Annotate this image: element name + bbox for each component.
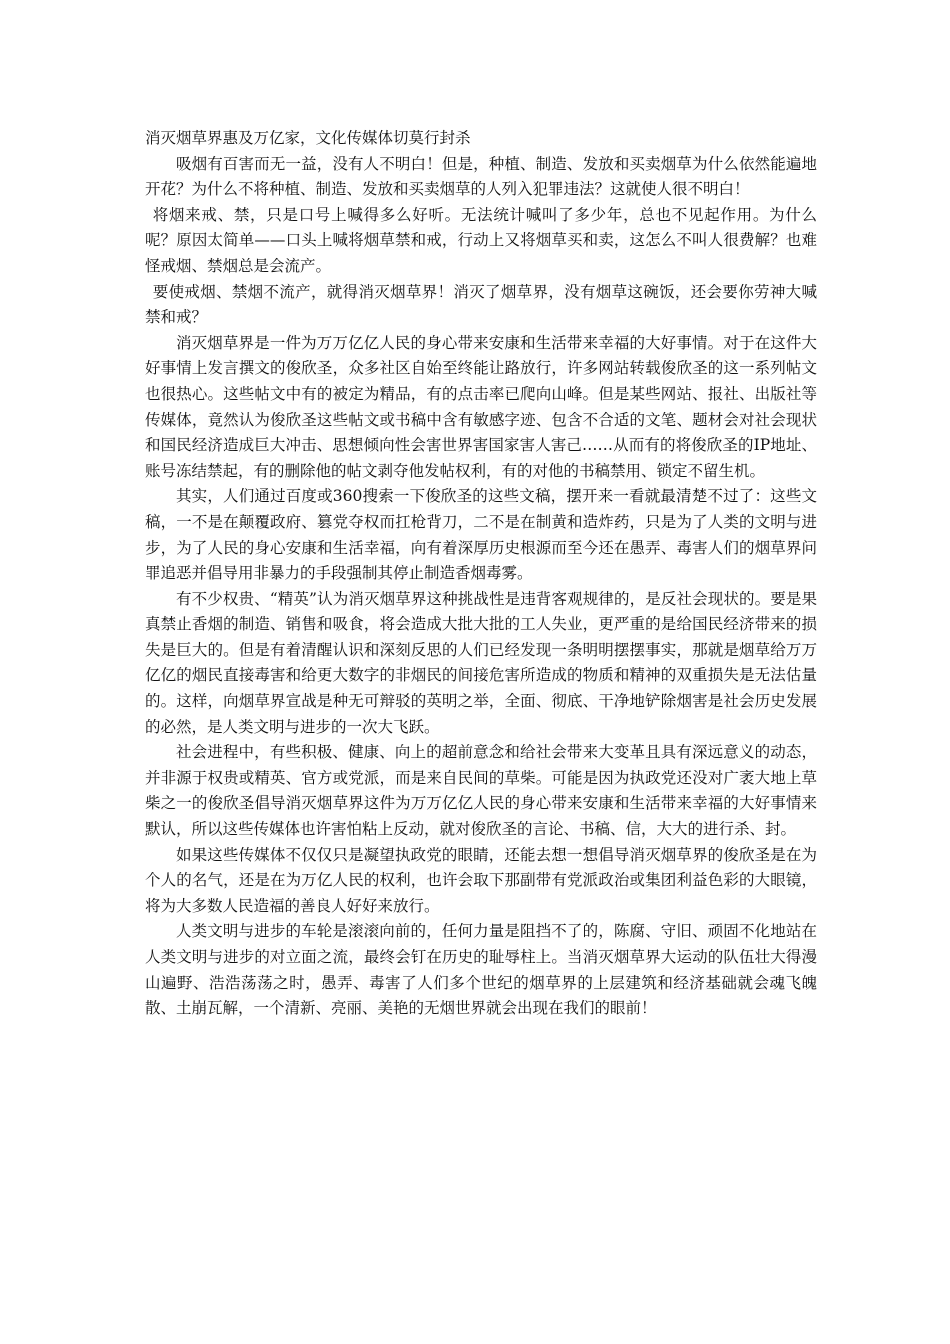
paragraph: 吸烟有百害而无一益，没有人不明白！但是，种植、制造、发放和买卖烟草为什么依然能遍地开花？为什么不将种植、制造、发放和买卖烟草的人列入犯罪违法？这就使人很不明白！	[145, 154, 817, 199]
paragraph: 消灭烟草界是一件为万万亿亿人民的身心带来安康和生活带来幸福的大好事情。对于在这件大好事情上发言撰文的俊欣圣，众多社区自始至终能让路放行，许多网站转载俊欣圣的这一系列帖文也很热心。这些帖文中有的被定为精品，有的点击率已爬向山峰。但是某些网站、报社、出版社等传媒体，竟然认为俊欣圣这些帖文或书稿中含有敏感字迹、包含不合适的文笔、题材会对社会现状和国民经济造成巨大冲击、思想倾向性会害世界害国家害人害己……从而有的将俊欣圣的IP地址、账号冻结禁起，有的删除他的帖文剥夺他发帖权利，有的对他的书稿禁用、锁定不留生机。	[145, 333, 817, 480]
paragraph: 其实，人们通过百度或360搜索一下俊欣圣的这些文稿，摆开来一看就最清楚不过了：这些文稿，一不是在颠覆政府、篡党夺权而扛枪背刀，二不是在制黄和造炸药，只是为了人类的文明与进步，为了人民的身心安康和生活幸福，向有着深厚历史根源而至今还在愚弄、毒害人们的烟草界问罪追恶并倡导用非暴力的手段强制其停止制造香烟毒雾。	[145, 487, 817, 583]
document-title: 消灭烟草界惠及万亿家，文化传媒体切莫行封杀	[145, 129, 471, 147]
paragraph: 有不少权贵、“精英”认为消灭烟草界这种挑战性是违背客观规律的，是反社会现状的。要是果真禁止香烟的制造、销售和吸食，将会造成大批大批的工人失业，更严重的是给国民经济带来的损失是巨大的。但是有着清醒认识和深刻反思的人们已经发现一条明明摆摆事实，那就是烟草给万万亿亿的烟民直接毒害和给更大数字的非烟民的间接危害所造成的物质和精神的双重损失是无法估量的。这样，向烟草界宣战是种无可辩驳的英明之举，全面、彻底、干净地铲除烟害是社会历史发展的必然，是人类文明与进步的一次大飞跃。	[145, 589, 817, 736]
paragraph: 社会进程中，有些积极、健康、向上的超前意念和给社会带来大变革且具有深远意义的动态，并非源于权贵或精英、官方或党派，而是来自民间的草柴。可能是因为执政党还没对广袤大地上草柴之一的俊欣圣倡导消灭烟草界这件为万万亿亿人民的身心带来安康和生活带来幸福的大好事情来默认，所以这些传媒体也许害怕粘上反动，就对俊欣圣的言论、书稿、信，大大的进行杀、封。	[145, 743, 817, 839]
paragraph: 如果这些传媒体不仅仅只是凝望执政党的眼睛，还能去想一想倡导消灭烟草界的俊欣圣是在为个人的名气，还是在为万亿人民的权利，也许会取下那副带有党派政治或集团利益色彩的大眼镜，将为大多数人民造福的善良人好好来放行。	[145, 845, 817, 915]
paragraph: 要使戒烟、禁烟不流产，就得消灭烟草界！消灭了烟草界，没有烟草这碗饭，还会要你劳神大喊禁和戒？	[145, 282, 817, 327]
paragraph: 将烟来戒、禁，只是口号上喊得多么好听。无法统计喊叫了多少年，总也不见起作用。为什么呢？原因太简单——口头上喊将烟草禁和戒，行动上又将烟草买和卖，这怎么不叫人很费解？也难怪戒烟、禁烟总是会流产。	[145, 205, 817, 275]
paragraph: 人类文明与进步的车轮是滚滚向前的，任何力量是阻挡不了的，陈腐、守旧、顽固不化地站在人类文明与进步的对立面之流，最终会钉在历史的耻辱柱上。当消灭烟草界大运动的队伍壮大得漫山遍野、浩浩荡荡之时，愚弄、毒害了人们多个世纪的烟草界的上层建筑和经济基础就会魂飞魄散、土崩瓦解，一个清新、亮丽、美艳的无烟世界就会出现在我们的眼前！	[145, 922, 817, 1018]
document-page	[145, 126, 817, 1022]
